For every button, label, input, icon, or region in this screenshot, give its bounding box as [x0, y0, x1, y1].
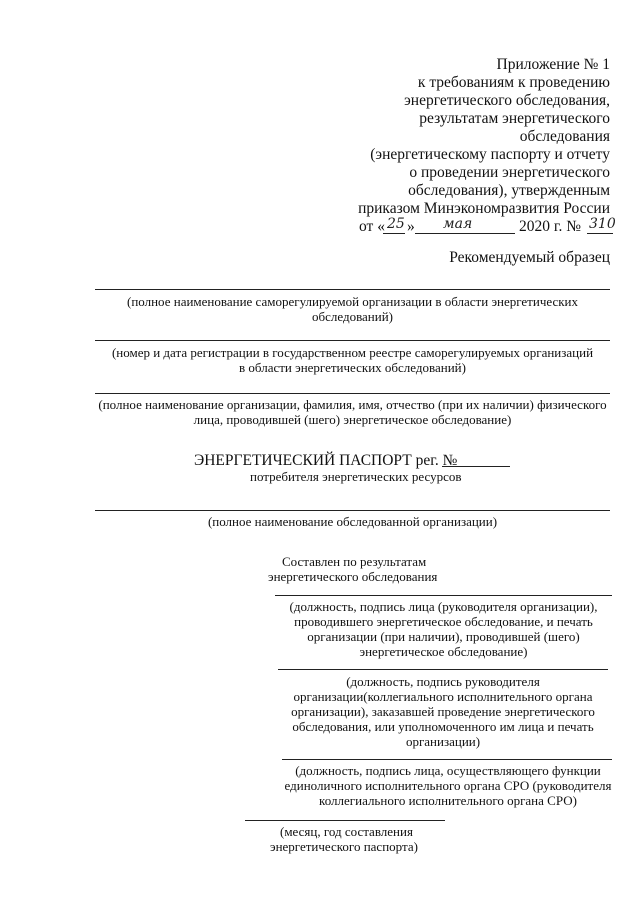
organization-caption: (полное наименование обследованной организации)	[207, 514, 498, 529]
passport-title: ЭНЕРГЕТИЧЕСКИЙ ПАСПОРТ рег. №	[194, 452, 458, 469]
auditor-signature-line	[275, 595, 612, 596]
appendix-line-9: приказом Минэкономразвития России	[358, 200, 610, 217]
auditor-signature-caption-4: энергетическое обследование)	[359, 644, 528, 659]
compiled-line-1: Составлен по результатам	[282, 554, 427, 569]
appendix-line-6: (энергетическому паспорту и отчету	[370, 146, 610, 163]
sro-head-signature-line	[282, 759, 612, 760]
auditor-line	[95, 393, 610, 394]
appendix-line-8: обследования), утвержденным	[408, 182, 610, 199]
appendix-line-7: о проведении энергетического	[409, 164, 610, 181]
order-number: 310	[589, 216, 616, 232]
date-day: 25	[387, 216, 405, 232]
appendix-line-3: энергетического обследования,	[404, 92, 610, 109]
sro-name-caption-2: обследований)	[311, 309, 394, 324]
sro-head-signature-caption-1: (должность, подпись лица, осуществляющего функции	[295, 763, 601, 778]
customer-signature-caption-5: организации)	[405, 734, 481, 749]
auditor-signature-caption-2: проводившего энергетическое обследование, и печать	[294, 614, 593, 629]
passport-subtitle: потребителя энергетических ресурсов	[250, 469, 462, 484]
compiled-line-2: энергетического обследования	[268, 569, 438, 584]
auditor-caption-1: (полное наименование организации, фамилия, имя, отчество (при их наличии) физического	[98, 397, 607, 412]
sro-name-line	[95, 289, 610, 290]
organization-line	[95, 510, 610, 511]
compile-date-caption-2: энергетического паспорта)	[270, 839, 418, 854]
order-date-line	[359, 216, 614, 238]
registration-caption-2: в области энергетических обследований)	[239, 360, 466, 375]
date-mid: »	[407, 218, 415, 235]
order-number-underline	[587, 233, 613, 234]
customer-signature-caption-2: организации(коллегиального исполнительного органа	[293, 689, 593, 704]
auditor-caption-2: лица, проводившей (шего) энергетическое обследование)	[193, 412, 512, 427]
auditor-signature-caption-3: организации (при наличии), проводившей (шего)	[307, 629, 580, 644]
registration-caption-1: (номер и дата регистрации в государственном реестре саморегулируемых организаций	[111, 345, 594, 360]
appendix-line-1: Приложение № 1	[496, 56, 610, 73]
compile-date-line	[245, 820, 445, 821]
customer-signature-caption-1: (должность, подпись руководителя	[346, 674, 540, 689]
appendix-line-5: обследования	[519, 128, 610, 145]
sro-head-signature-caption-2: единоличного исполнительного органа СРО (руководителя	[284, 778, 612, 793]
registration-line	[95, 340, 610, 341]
date-day-underline	[383, 233, 405, 234]
customer-signature-line	[278, 669, 608, 670]
date-prefix: от «	[359, 218, 385, 235]
recommended-sample: Рекомендуемый образец	[449, 249, 610, 266]
customer-signature-caption-4: обследования, или уполномоченного им лица и печать	[292, 719, 594, 734]
appendix-line-2: к требованиям к проведению	[417, 74, 610, 91]
date-year: 2020 г. №	[519, 218, 582, 235]
date-month: мая	[443, 216, 473, 232]
customer-signature-caption-3: организации), заказавшей проведение энергетического	[291, 704, 595, 719]
appendix-line-4: результатам энергетического	[419, 110, 610, 127]
date-month-underline	[415, 233, 515, 234]
sro-name-caption-1: (полное наименование саморегулируемой организации в области энергетических	[127, 294, 578, 309]
registration-number-line	[442, 466, 510, 467]
compile-date-caption-1: (месяц, год составления	[280, 824, 413, 839]
sro-head-signature-caption-3: коллегиального исполнительного органа СРО)	[319, 793, 577, 808]
auditor-signature-caption-1: (должность, подпись лица (руководителя организации),	[289, 599, 598, 614]
